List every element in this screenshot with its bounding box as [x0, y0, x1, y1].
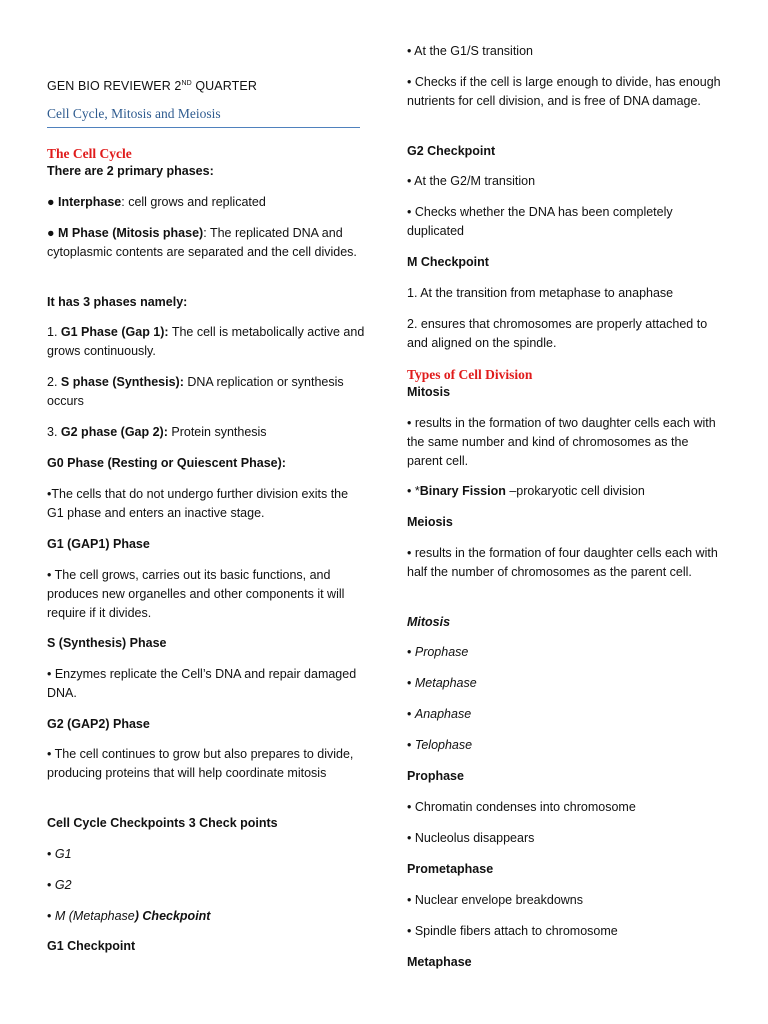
- g1-gap-text: • The cell grows, carries out its basic functions, and produces new organelles and other components it will require if it divides.: [47, 568, 345, 620]
- title-superscript: ND: [181, 80, 192, 87]
- g2-term: G2 phase (Gap 2):: [60, 425, 168, 439]
- bullet: •: [407, 707, 415, 721]
- binary-fission-term: Binary Fission: [419, 484, 506, 498]
- s-item: [47, 373, 365, 411]
- stage-label: Metaphase: [414, 676, 477, 690]
- bullet: •: [407, 645, 415, 659]
- document-subtitle: Cell Cycle, Mitosis and Meiosis: [47, 106, 221, 121]
- prophase-item-2: • Nucleolus disappears: [407, 831, 535, 845]
- g2-checkpoint-heading: G2 Checkpoint: [407, 144, 496, 158]
- mitosis-heading: Mitosis: [407, 385, 451, 399]
- mphase-term: M Phase (Mitosis phase): [58, 226, 204, 240]
- bullet: •: [47, 847, 55, 861]
- stage-label: Anaphase: [414, 707, 472, 721]
- mitosis-stages-heading: Mitosis: [407, 615, 451, 629]
- g1-term: G1 Phase (Gap 1):: [60, 325, 169, 339]
- stage-label: Prophase: [414, 645, 469, 659]
- s-term: S phase (Synthesis):: [60, 375, 184, 389]
- bullet: •: [407, 738, 415, 752]
- bullet: • *: [407, 484, 420, 498]
- prometaphase-item-2: • Spindle fibers attach to chromosome: [407, 924, 618, 938]
- list-number: 2.: [47, 375, 61, 389]
- prophase-item-1: • Chromatin condenses into chromosome: [407, 800, 636, 814]
- checkpoint-m-suffix: ) Checkpoint: [134, 909, 211, 923]
- stage-metaphase: [407, 674, 723, 693]
- s-synthesis-heading: S (Synthesis) Phase: [47, 636, 167, 650]
- prometaphase-item-1: • Nuclear envelope breakdowns: [407, 893, 584, 907]
- stage-anaphase: [407, 705, 723, 724]
- list-number: 1.: [47, 325, 61, 339]
- bullet: •: [47, 878, 55, 892]
- checkpoints-heading: Cell Cycle Checkpoints 3 Check points: [47, 816, 278, 830]
- binary-fission-item: [407, 482, 723, 501]
- g1-checks-text: • Checks if the cell is large enough to divide, has enough nutrients for cell division, and is free of DNA damage.: [407, 75, 721, 108]
- g1-gap-heading: G1 (GAP1) Phase: [47, 537, 150, 551]
- g2-item: [47, 423, 365, 442]
- checkpoint-g2: [47, 876, 365, 895]
- bullet: ●: [47, 226, 59, 240]
- three-phases-heading: It has 3 phases namely:: [47, 295, 188, 309]
- list-number: 3.: [47, 425, 61, 439]
- checkpoint-g1-label: G1: [54, 847, 72, 861]
- meiosis-text: • results in the formation of four daughter cells each with half the number of chromosomes as the parent cell.: [407, 546, 718, 579]
- document-title: [47, 74, 365, 96]
- mitosis-text: • results in the formation of two daughter cells each with the same number and kind of chromosomes as the parent cell.: [407, 416, 716, 468]
- types-of-cell-division-heading: Types of Cell Division: [407, 367, 533, 382]
- g1-item: [47, 323, 365, 361]
- interphase-item: [47, 193, 365, 212]
- g2m-transition: • At the G2/M transition: [407, 174, 536, 188]
- stage-label: Telophase: [414, 738, 473, 752]
- prophase-heading: Prophase: [407, 769, 464, 783]
- mphase-text: : The replicated DNA and cytoplasmic contents are separated and the cell divides.: [47, 226, 357, 259]
- g1-text: The cell is metabolically active and grows continuously.: [47, 325, 365, 358]
- interphase-term: Interphase: [58, 195, 122, 209]
- binary-fission-text: –prokaryotic cell division: [505, 484, 645, 498]
- checkpoint-m: [47, 907, 365, 926]
- m-checkpoint-item-1: 1. At the transition from metaphase to anaphase: [407, 286, 674, 300]
- two-phases-heading: There are 2 primary phases:: [47, 164, 214, 178]
- g2-gap-text: • The cell continues to grow but also prepares to divide, producing proteins that will help coordinate mitosis: [47, 747, 354, 780]
- checkpoint-g1: [47, 845, 365, 864]
- m-checkpoint-item-2: 2. ensures that chromosomes are properly attached to and aligned on the spindle.: [407, 317, 708, 350]
- s-synthesis-text: • Enzymes replicate the Cell’s DNA and repair damaged DNA.: [47, 667, 357, 700]
- g2-gap-heading: G2 (GAP2) Phase: [47, 717, 150, 731]
- mphase-item: [47, 224, 365, 262]
- s-text: DNA replication or synthesis occurs: [47, 375, 344, 408]
- meiosis-heading: Meiosis: [407, 515, 453, 529]
- stage-telophase: [407, 736, 723, 755]
- title-suffix: QUARTER: [191, 79, 257, 93]
- checkpoint-g2-label: G2: [54, 878, 72, 892]
- cell-cycle-heading: The Cell Cycle: [47, 146, 132, 161]
- checkpoint-m-label: M (Metaphase: [54, 909, 135, 923]
- bullet: •: [407, 676, 415, 690]
- metaphase-heading: Metaphase: [407, 955, 472, 969]
- title-text: GEN BIO REVIEWER 2: [47, 79, 182, 93]
- g0-heading: G0 Phase (Resting or Quiescent Phase):: [47, 456, 286, 470]
- bullet: •: [47, 909, 55, 923]
- g1-checkpoint-heading: G1 Checkpoint: [47, 939, 136, 953]
- m-checkpoint-heading: M Checkpoint: [407, 255, 489, 269]
- interphase-text: : cell grows and replicated: [121, 195, 266, 209]
- g2-checks-text: • Checks whether the DNA has been completely duplicated: [407, 205, 673, 238]
- stage-prophase: [407, 643, 723, 662]
- subtitle-underline: [47, 127, 360, 128]
- g1s-transition: • At the G1/S transition: [407, 44, 533, 58]
- prometaphase-heading: Prometaphase: [407, 862, 494, 876]
- g0-text: •The cells that do not undergo further division exits the G1 phase and enters an inactive stage.: [47, 487, 349, 520]
- bullet: ●: [47, 195, 59, 209]
- g2-text: Protein synthesis: [167, 425, 267, 439]
